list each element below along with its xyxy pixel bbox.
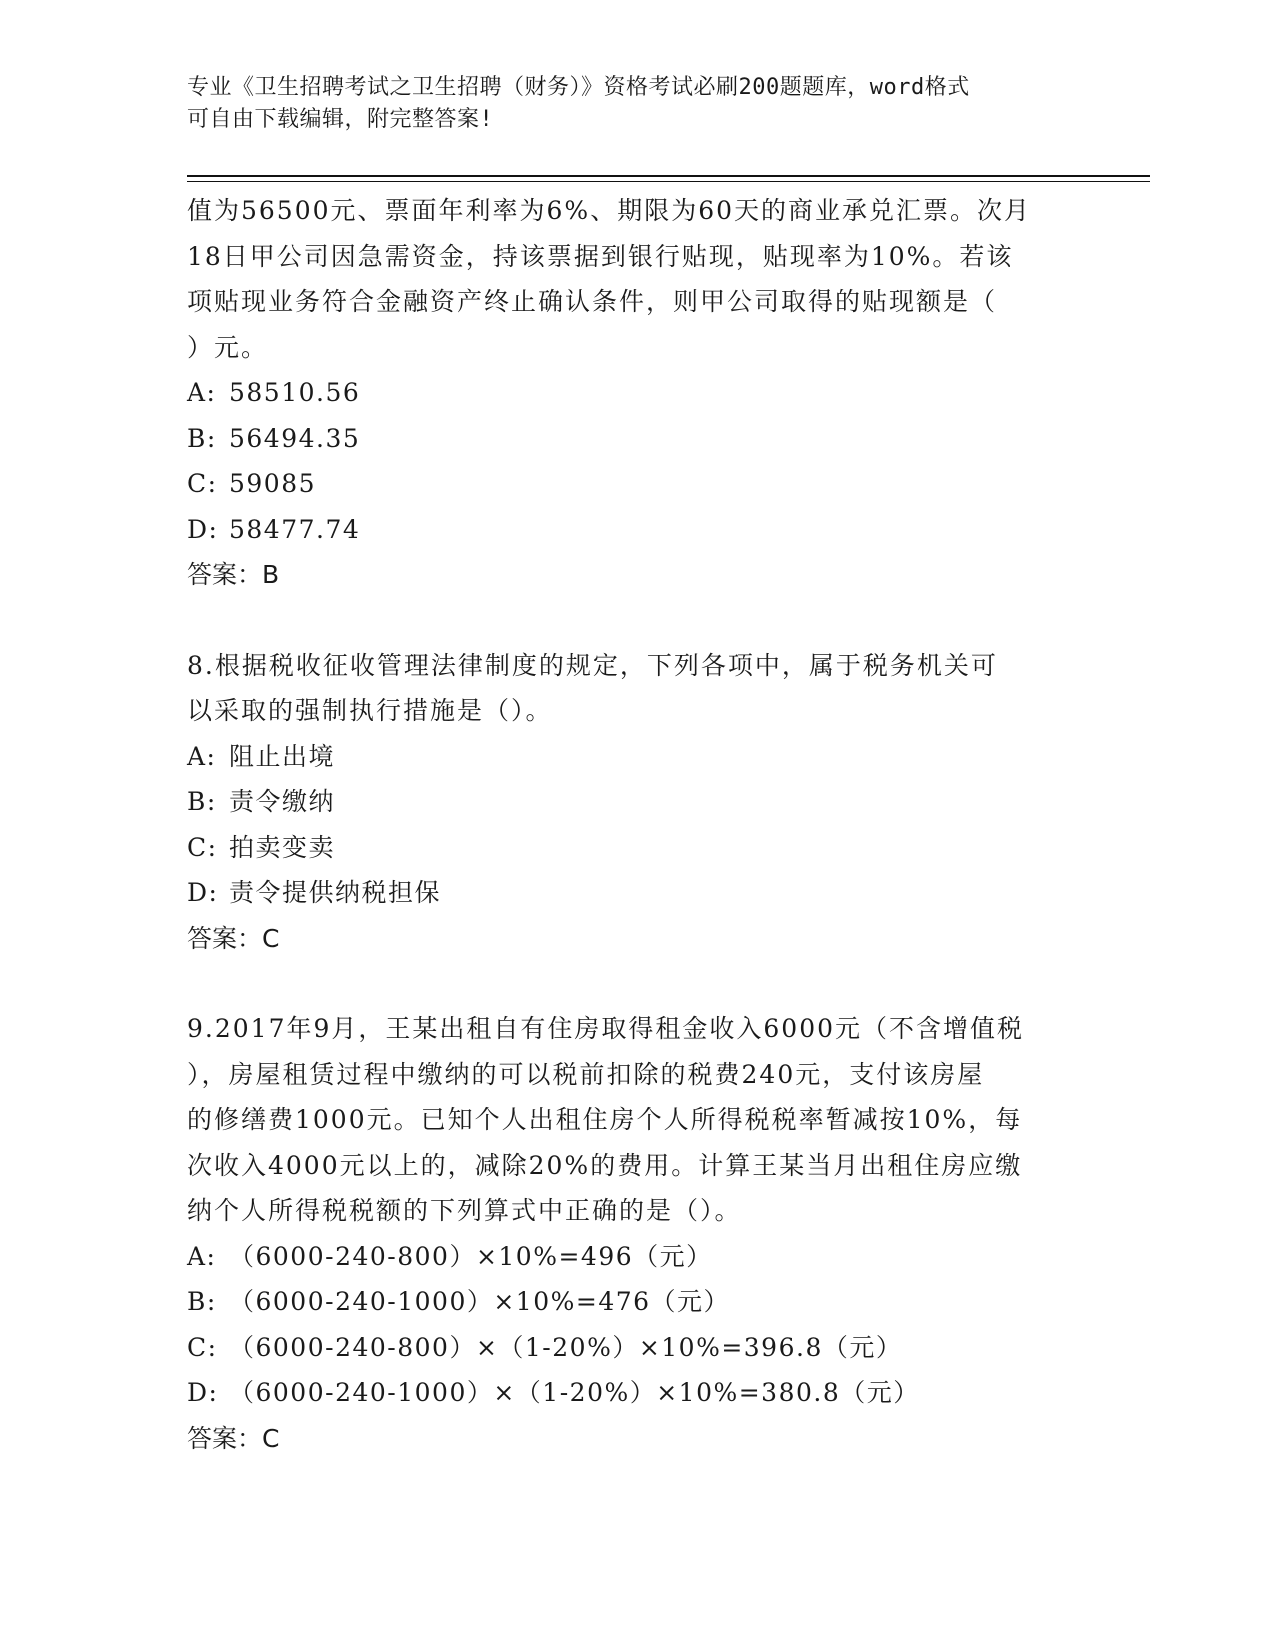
question-stem-line: 纳个人所得税税额的下列算式中正确的是（）。 <box>187 1196 742 1225</box>
option-a: A: （6000-240-800）×10%=496（元） <box>187 1241 713 1271</box>
option-b: B: （6000-240-1000）×10%=476（元） <box>187 1287 731 1316</box>
option-d: D: 58477.74 <box>187 514 361 544</box>
option-a: A: 58510.56 <box>187 378 361 407</box>
question-stem-line: 18日甲公司因急需资金，持该票据到银行贴现，贴现率为10%。若该 <box>187 241 1014 271</box>
question-stem-line: 8.根据税收征收管理法律制度的规定，下列各项中，属于税务机关可 <box>187 650 998 680</box>
option-d: D: （6000-240-1000）×（1-20%）×10%=380.8（元） <box>187 1378 920 1407</box>
option-d: D: 责令提供纳税担保 <box>187 878 442 907</box>
question-block-9 <box>187 1006 1087 1461</box>
spacer <box>187 598 1087 643</box>
header-divider-thin <box>187 181 1150 182</box>
header-title-line-1: 专业《卫生招聘考试之卫生招聘（财务）》资格考试必刷200题题库，word格式 <box>187 75 970 100</box>
spacer <box>187 961 1087 1006</box>
question-stem-line: ）元。 <box>187 332 269 362</box>
option-c: C: 59085 <box>187 469 317 498</box>
question-stem-line: ），房屋租赁过程中缴纳的可以税前扣除的税费240元，支付该房屋 <box>187 1059 985 1089</box>
option-b: B: 56494.35 <box>187 423 361 453</box>
option-a: A: 阻止出境 <box>187 741 336 771</box>
question-stem-line: 次收入4000元以上的，减除20%的费用。计算王某当月出租住房应缴 <box>187 1150 1023 1180</box>
question-stem-line: 项贴现业务符合金融资产终止确认条件，则甲公司取得的贴现额是（ <box>187 287 998 316</box>
question-block-8 <box>187 643 1087 962</box>
question-stem-line: 值为56500元、票面年利率为6%、期限为60天的商业承兑汇票。次月 <box>187 196 1032 225</box>
document-body <box>187 188 1087 1461</box>
answer-line: 答案：C <box>187 923 280 953</box>
question-stem-line: 9.2017年9月，王某出租自有住房取得租金收入6000元（不含增值税 <box>187 1014 1025 1043</box>
document-header <box>187 72 1087 136</box>
option-b: B: 责令缴纳 <box>187 787 336 816</box>
header-title-line-2: 可自由下载编辑，附完整答案! <box>187 107 494 132</box>
question-stem-line: 的修缮费1000元。已知个人出租住房个人所得税税率暂减按10%，每 <box>187 1105 1023 1134</box>
question-block-7 <box>187 188 1087 598</box>
header-divider-thick <box>187 175 1150 177</box>
option-c: C: （6000-240-800）×（1-20%）×10%=396.8（元） <box>187 1332 903 1362</box>
option-c: C: 拍卖变卖 <box>187 832 336 862</box>
answer-line: 答案：B <box>187 560 280 589</box>
question-stem-line: 以采取的强制执行措施是（）。 <box>187 696 553 725</box>
answer-line: 答案：C <box>187 1423 280 1453</box>
